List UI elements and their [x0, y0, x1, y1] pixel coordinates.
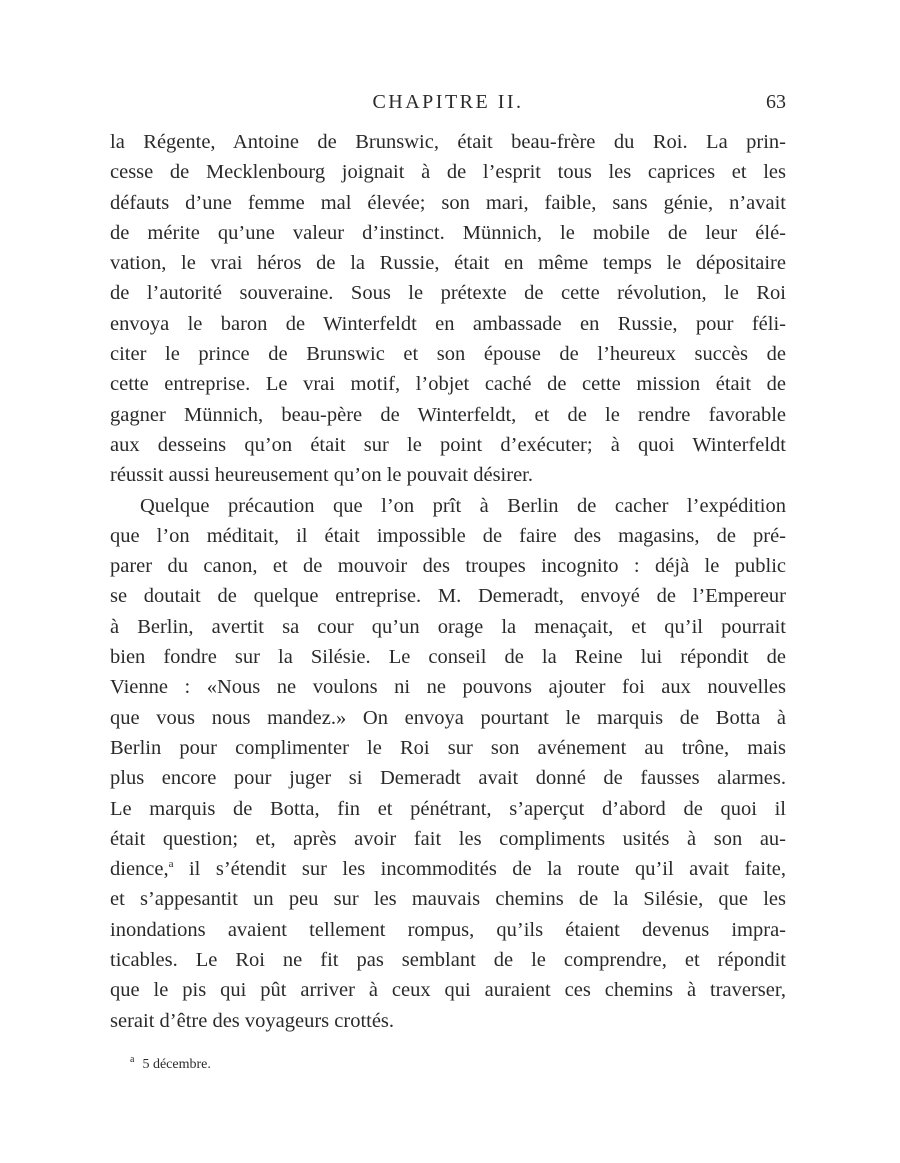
- footnote: [130, 1055, 211, 1075]
- text-line: que le pis qui pût arriver à ceux qui auraient ces chemins à traverser,: [110, 979, 786, 1002]
- paragraph: [110, 127, 786, 491]
- text-line: parer du canon, et de mouvoir des troupes incognito : déjà le public: [110, 555, 786, 578]
- text-line: à Berlin, avertit sa cour qu’un orage la menaçait, et qu’il pourrait: [110, 615, 786, 638]
- text-line: plus encore pour juger si Demeradt avait donné de fausses alarmes.: [110, 767, 786, 790]
- text-line: que vous nous mandez.» On envoya pourtant le marquis de Botta à: [110, 706, 786, 729]
- text-line: aux desseins qu’on était sur le point d’exécuter; à quoi Winterfeldt: [110, 433, 786, 456]
- footnote-text: 5 décembre.: [142, 1057, 211, 1072]
- body-text: [110, 127, 786, 1036]
- text-line: réussit aussi heureusement qu’on le pouvait désirer.: [110, 464, 533, 487]
- text-line: de l’autorité souveraine. Sous le prétexte de cette révolution, le Roi: [110, 282, 786, 305]
- text-line: cette entreprise. Le vrai motif, l’objet caché de cette mission était de: [110, 373, 786, 396]
- text-line: Berlin pour complimenter le Roi sur son avénement au trône, mais: [110, 736, 786, 759]
- text-line: envoya le baron de Winterfeldt en ambassade en Russie, pour féli-: [110, 312, 786, 335]
- text-line: Le marquis de Botta, fin et pénétrant, s’aperçut d’abord de quoi il: [110, 797, 786, 820]
- text-line-with-note: [110, 854, 786, 884]
- text-line: cesse de Mecklenbourg joignait à de l’esprit tous les caprices et les: [110, 161, 786, 184]
- footnote-reference: a: [168, 858, 174, 871]
- text-line: ticables. Le Roi ne fit pas semblant de le comprendre, et répondit: [110, 949, 786, 972]
- text-line: citer le prince de Brunswic et son épouse de l’heureux succès de: [110, 343, 786, 366]
- text-line: vation, le vrai héros de la Russie, était en même temps le dépositaire: [110, 252, 786, 275]
- line-tail: il s’étendit sur les incommodités de la route qu’il avait faite,: [173, 858, 786, 881]
- text-line: serait d’être des voyageurs crottés.: [110, 1009, 395, 1032]
- page-number: 63: [766, 91, 786, 113]
- text-line: la Régente, Antoine de Brunswic, était beau-frère du Roi. La prin-: [110, 131, 786, 153]
- text-line: inondations avaient tellement rompus, qu’ils étaient devenus impra-: [110, 918, 786, 941]
- paragraph: [110, 491, 786, 1036]
- text-line: se doutait de quelque entreprise. M. Demeradt, envoyé de l’Empereur: [110, 585, 786, 608]
- text-line: était question; et, après avoir fait les compliments usités à son au-: [110, 827, 786, 850]
- text-line: et s’appesantit un peu sur les mauvais chemins de la Silésie, que les: [110, 888, 786, 911]
- text-line: de mérite qu’une valeur d’instinct. Münnich, le mobile de leur élé-: [110, 221, 786, 244]
- text-line: Vienne : «Nous ne voulons ni ne pouvons ajouter foi aux nouvelles: [110, 676, 786, 699]
- line-head: dience,: [110, 858, 169, 881]
- chapter-heading: CHAPITRE II.: [372, 91, 524, 113]
- text-line: Quelque précaution que l’on prît à Berlin de cacher l’expédition: [140, 494, 786, 517]
- text-line: défauts d’une femme mal élevée; son mari, faible, sans génie, n’avait: [110, 191, 786, 214]
- running-header: [110, 88, 786, 118]
- text-line: gagner Münnich, beau-père de Winterfeldt, et de le rendre favorable: [110, 403, 786, 426]
- text-line: que l’on méditait, il était impossible de faire des magasins, de pré-: [110, 524, 786, 547]
- text-line: bien fondre sur la Silésie. Le conseil de la Reine lui répondit de: [110, 646, 786, 669]
- footnote-mark: a: [130, 1054, 135, 1066]
